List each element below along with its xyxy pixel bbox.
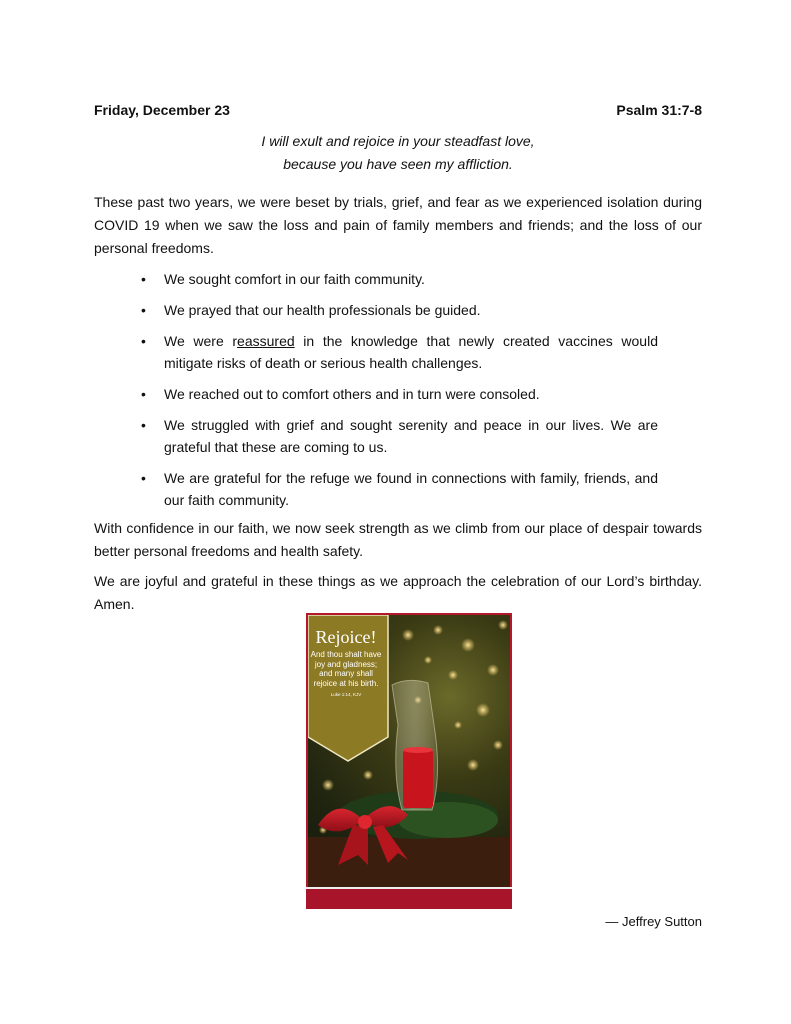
intro-paragraph: These past two years, we were beset by trials, grief, and fear as we experienced isolation during COVID 19 when we saw the loss and pain of family members and friends; and the loss of our personal freedoms. (94, 194, 702, 256)
bullet-icon: • (141, 417, 146, 433)
card-verse: And thou shalt have joy and gladness; and many shall rejoice at his birth. (310, 650, 382, 688)
red-candle (403, 750, 433, 808)
card-bottom-band (306, 889, 512, 909)
verse-line-1: I will exult and rejoice in your steadfast love, (261, 133, 535, 149)
scripture-reference: Psalm 31:7-8 (616, 102, 702, 118)
bullet-icon: • (141, 386, 146, 402)
underlined-word: eassured (237, 333, 295, 349)
list-item: • We struggled with grief and sought serenity and peace in our lives. We are grateful that these are coming to us. (94, 414, 658, 458)
card-title: Rejoice! (315, 627, 377, 647)
bullet-list (94, 268, 658, 520)
bullet-icon: • (141, 333, 146, 349)
table (308, 837, 510, 887)
bullet-icon: • (141, 302, 146, 318)
list-item: • We were reassured in the knowledge that newly created vaccines would mitigate risks of death or serious health challenges. (94, 330, 658, 374)
card-reference: Luke 1:14, KJV (330, 692, 362, 697)
date: Friday, December 23 (94, 102, 230, 118)
list-item: • We reached out to comfort others and in turn were consoled. (94, 383, 658, 405)
bullet-icon: • (141, 470, 146, 486)
list-item: • We prayed that our health professionals be guided. (94, 299, 658, 321)
header (94, 102, 702, 118)
bullet-icon: • (141, 271, 146, 287)
verse-line-2: because you have seen my affliction. (283, 156, 513, 172)
signature: — Jeffrey Sutton (605, 914, 702, 929)
banner-text (310, 627, 382, 697)
list-item: • We sought comfort in our faith community. (94, 268, 658, 290)
scripture-verse (94, 130, 702, 176)
paragraph-joyful: We are joyful and grateful in these things as we approach the celebration of our Lord’s birthday. Amen. (94, 573, 702, 612)
list-item: • We are grateful for the refuge we found in connections with family, friends, and our faith community. (94, 467, 658, 511)
paragraph-confidence: With confidence in our faith, we now seek strength as we climb from our place of despair towards better personal freedoms and health safety. (94, 520, 702, 559)
rejoice-card-image (306, 613, 512, 909)
